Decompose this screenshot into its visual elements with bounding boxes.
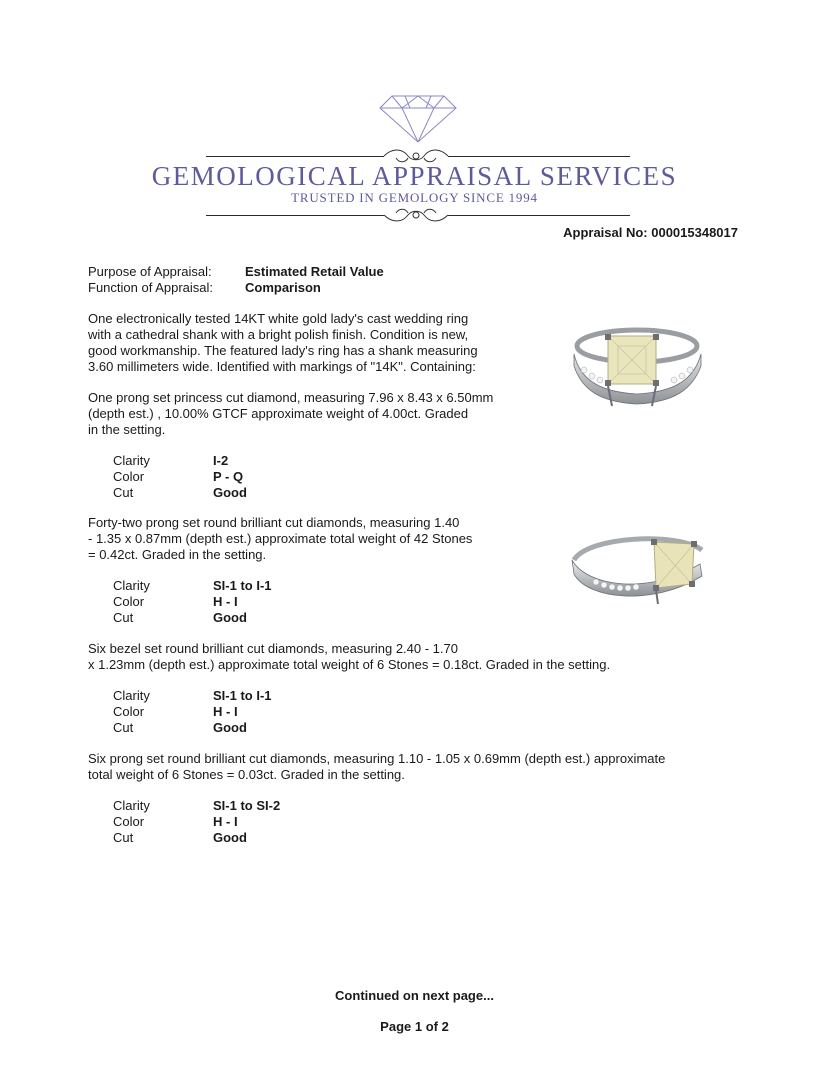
grade-label: Color: [113, 469, 145, 484]
function-label: Function of Appraisal:: [88, 280, 214, 295]
grade-label: Clarity: [113, 798, 150, 813]
appraisal-number: Appraisal No: 000015348017: [563, 225, 738, 240]
grade-label: Color: [113, 814, 145, 829]
grade-label: Color: [113, 594, 145, 609]
stone-line: = 0.42ct. Graded in the setting.: [88, 547, 267, 562]
stone-line: Forty-two prong set round brilliant cut diamonds, measuring 1.40: [88, 515, 460, 530]
stone-description-4: [88, 751, 665, 783]
grade-value: Good: [213, 720, 247, 735]
grading-table-1: [113, 453, 247, 501]
company-name: GEMOLOGICAL APPRAISAL SERVICES: [151, 161, 678, 191]
header-rule-bottom: [206, 215, 384, 216]
grade-label: Cut: [113, 485, 134, 500]
description-line: good workmanship. The featured lady's ring has a shank measuring: [88, 343, 478, 358]
stone-line: - 1.35 x 0.87mm (depth est.) approximate total weight of 42 Stones: [88, 531, 473, 546]
grade-value: Good: [213, 485, 247, 500]
grade-value: SI-1 to I-1: [213, 688, 272, 703]
grade-label: Cut: [113, 830, 134, 845]
grade-value: SI-1 to I-1: [213, 578, 272, 593]
purpose-value: Estimated Retail Value: [245, 264, 384, 279]
stone-line: Six prong set round brilliant cut diamonds, measuring 1.10 - 1.05 x 0.69mm (depth est.) approximate: [88, 751, 666, 766]
header-rule-top: [206, 156, 384, 157]
continued-note: Continued on next page...: [335, 988, 494, 1003]
grading-table-2: [113, 578, 272, 626]
stone-line: in the setting.: [88, 422, 166, 437]
grade-value: H - I: [213, 814, 238, 829]
grade-label: Clarity: [113, 688, 150, 703]
grade-value: Good: [213, 610, 247, 625]
page-number: Page 1 of 2: [380, 1019, 449, 1034]
grade-value: Good: [213, 830, 247, 845]
stone-description-1: [88, 390, 493, 438]
description-line: with a cathedral shank with a bright polish finish. Condition is new,: [88, 327, 469, 342]
ring-description: [88, 311, 478, 375]
flourish-bottom-icon: [382, 205, 450, 225]
grade-label: Color: [113, 704, 145, 719]
header-rule-top-right: [448, 156, 630, 157]
stone-line: Six bezel set round brilliant cut diamonds, measuring 2.40 - 1.70: [88, 641, 458, 656]
stone-line: x 1.23mm (depth est.) approximate total weight of 6 Stones = 0.18ct. Graded in the setting.: [88, 657, 611, 672]
description-line: 3.60 millimeters wide. Identified with markings of "14K". Containing:: [88, 359, 476, 374]
stone-description-2: [88, 515, 472, 563]
header-rule-bottom-right: [448, 215, 630, 216]
grade-value: I-2: [213, 453, 229, 468]
function-value: Comparison: [245, 280, 321, 295]
diamond-logo-icon: [378, 94, 458, 144]
ring-photo-angled: [568, 530, 708, 608]
grade-label: Cut: [113, 720, 134, 735]
grade-value: H - I: [213, 594, 238, 609]
stone-description-3: [88, 641, 610, 673]
grade-value: SI-1 to SI-2: [213, 798, 281, 813]
stone-line: total weight of 6 Stones = 0.03ct. Graded in the setting.: [88, 767, 405, 782]
grade-label: Clarity: [113, 578, 150, 593]
grade-label: Cut: [113, 610, 134, 625]
grade-value: P - Q: [213, 469, 244, 484]
grading-table-4: [113, 798, 280, 846]
description-line: One electronically tested 14KT white gold lady's cast wedding ring: [88, 311, 469, 326]
stone-line: One prong set princess cut diamond, measuring 7.96 x 8.43 x 6.50mm: [88, 390, 494, 405]
ring-photo-front: [570, 318, 705, 410]
grade-value: H - I: [213, 704, 238, 719]
purpose-label: Purpose of Appraisal:: [88, 264, 212, 279]
purpose-block: [88, 264, 384, 296]
company-tagline: TRUSTED IN GEMOLOGY SINCE 1994: [291, 190, 538, 205]
grading-table-3: [113, 688, 272, 736]
stone-line: (depth est.) , 10.00% GTCF approximate weight of 4.00ct. Graded: [88, 406, 469, 421]
grade-label: Clarity: [113, 453, 150, 468]
